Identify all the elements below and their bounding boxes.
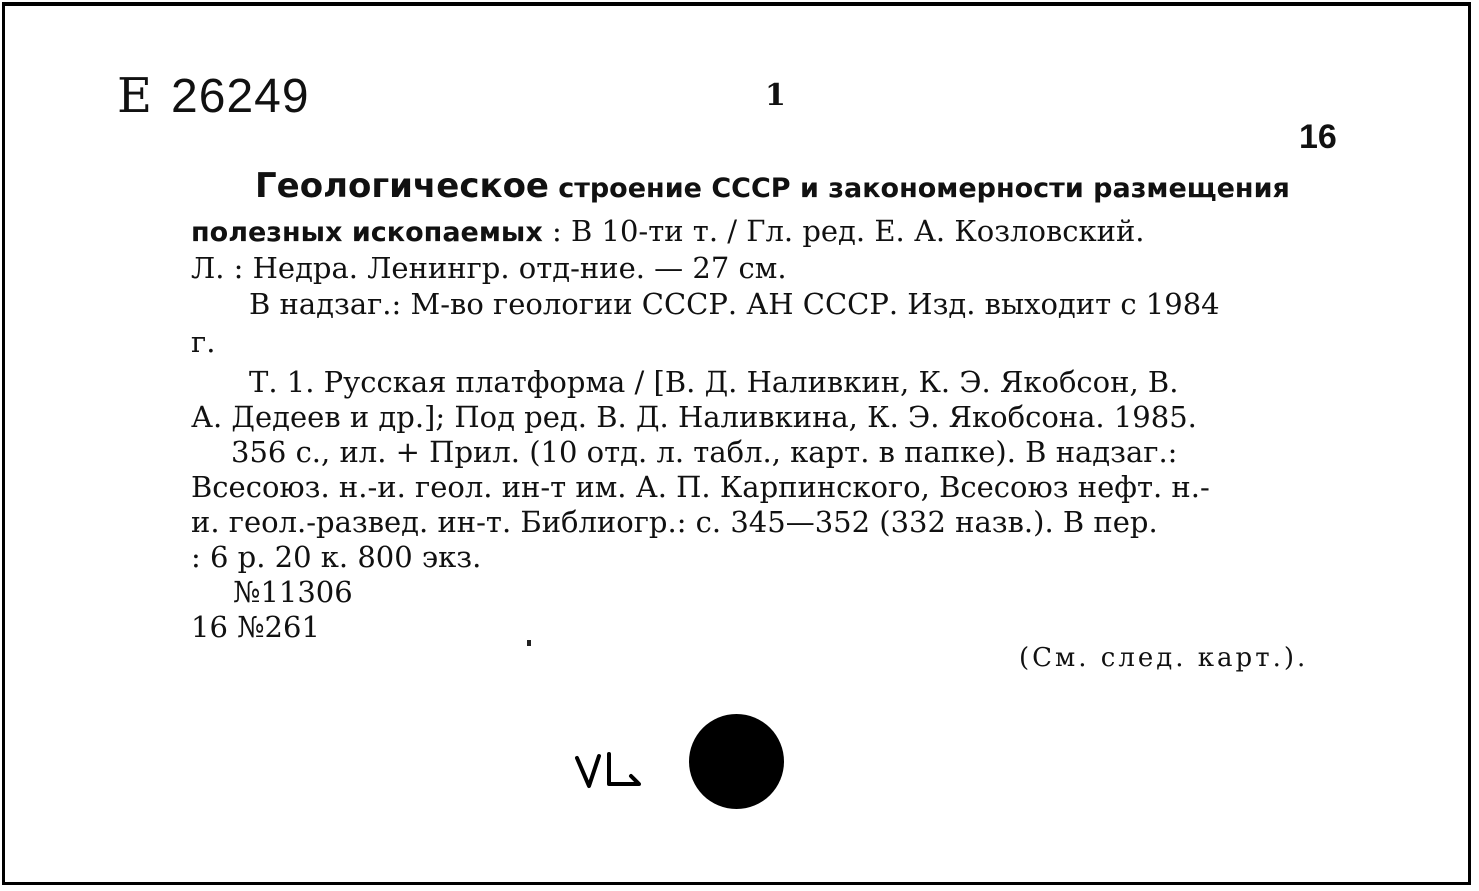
call-number-letter: E [117,68,154,124]
bibliography-line: и. геол.-развед. ин-т. Библиогр.: с. 345—352 (332 назв.). В пер. [191,505,1158,539]
handwritten-mark [573,748,643,804]
entry-title-line [255,166,1290,206]
collation-line: 356 с., ил. + Прил. (10 отд. л. табл., карт. в папке). В надзаг.: [231,435,1178,469]
card-number: 1 [765,78,786,113]
series-note-end: г. [191,325,216,359]
record-number: №11306 [233,575,353,609]
title-rest: строение СССР и закономерности размещения [558,173,1290,204]
catalog-card [2,2,1471,885]
title-end: полезных ископаемых [191,217,543,248]
price-line: : 6 р. 20 к. 800 экз. [191,540,482,574]
volume-authors-line: А. Дедеев и др.]; Под ред. В. Д. Наливкина, К. Э. Якобсона. 1985. [191,400,1197,434]
punch-hole-dot [689,714,784,809]
call-number-digits: 26249 [171,70,310,123]
see-next-card: (См. след. карт.). [1019,643,1309,673]
call-number [117,68,310,124]
series-note-line: В надзаг.: М-во геологии СССР. АН СССР. Изд. выходит с 1984 [249,287,1220,321]
title-statement: : В 10-ти т. / Гл. ред. Е. А. Козловский. [551,214,1145,248]
right-number: 16 [1299,118,1337,156]
volume-line: Т. 1. Русская платформа / [В. Д. Наливкин, К. Э. Якобсон, В. [249,365,1179,399]
imprint-line: Л. : Недра. Ленингр. отд-ние. — 27 см. [191,251,787,285]
handwritten-mark-icon [573,748,643,794]
shelf-number: 16 №261 [191,610,320,644]
institution-line: Всесоюз. н.-и. геол. ин-т им. А. П. Карпинского, Всесоюз нефт. н.- [191,470,1210,504]
entry-title-continued [191,214,1145,248]
title-main-word: Геологическое [255,166,549,206]
ink-speck [527,640,531,646]
